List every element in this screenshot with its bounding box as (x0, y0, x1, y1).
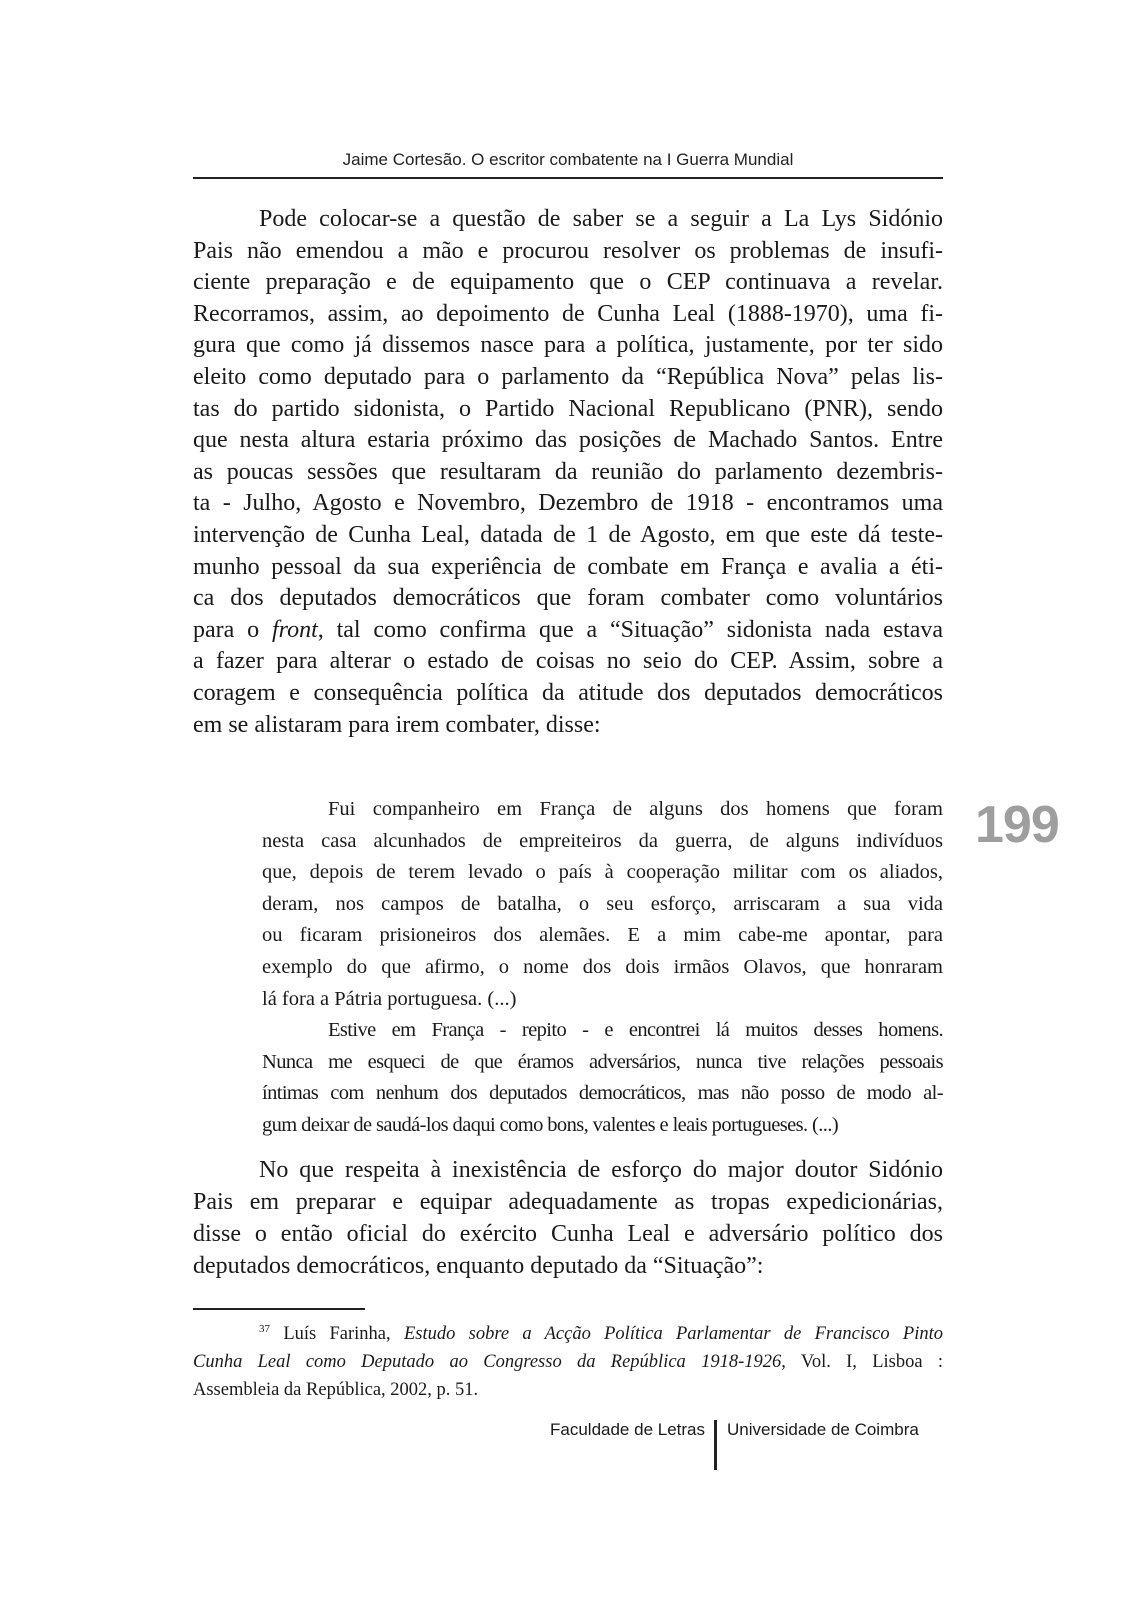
text-line: No que respeita à inexistência de esforço do major doutor Sidónio (259, 1157, 943, 1183)
text-line: Fui companheiro em França de alguns dos homens que foram (328, 798, 943, 820)
text-line: íntimas com nenhum dos deputados democráticos, mas não posso de modo al- (262, 1082, 943, 1105)
footer-university: Universidade de Coimbra (727, 1420, 919, 1439)
text-line: que nesta altura estaria próximo das posições de Machado Santos. Entre (193, 427, 943, 454)
footnote-number: 37 (259, 1323, 270, 1335)
text-line: para o front, tal como confirma que a “Situação” sidonista nada estava (193, 616, 943, 643)
text-line: tas do partido sidonista, o Partido Nacional Republicano (PNR), sendo (193, 395, 943, 422)
text-line: coragem e consequência política da atitude dos deputados democráticos (193, 679, 943, 706)
text-line: a fazer para alterar o estado de coisas no seio do CEP. Assim, sobre a (193, 648, 943, 675)
text-line: disse o então oficial do exército Cunha Leal e adversário político dos (193, 1221, 943, 1247)
text-line: as poucas sessões que resultaram da reunião do parlamento dezembris- (193, 458, 943, 485)
footnote-37 (193, 1320, 943, 1404)
text-line: exemplo do que afirmo, o nome dos dois irmãos Olavos, que honraram (262, 955, 943, 978)
text-line: ou ficaram prisioneiros dos alemães. E a mim cabe-me apontar, para (262, 924, 943, 947)
page-number: 199 (975, 796, 1059, 854)
text-line: que, depois de terem levado o país à cooperação militar com os aliados, (262, 861, 943, 884)
block-quote (262, 794, 943, 1142)
header-rule (193, 177, 943, 179)
text-line: lá fora a Pátria portuguesa. (...) (262, 987, 517, 1010)
text-line: gum deixar de saudá-los daqui como bons, valentes e leais portugueses. (...) (262, 1113, 839, 1136)
text-line: deputados democráticos, enquanto deputado da “Situação”: (193, 1253, 764, 1279)
text-line: eleito como deputado para o parlamento da “República Nova” pelas lis- (193, 363, 943, 390)
text-line: Estive em França - repito - e encontrei lá muitos desses homens. (328, 1019, 943, 1042)
text-line: Pais não emendou a mão e procurou resolver os problemas de insufi- (193, 237, 943, 264)
footnote-author: Luís Farinha, (283, 1324, 391, 1344)
body-paragraph-2 (193, 1154, 943, 1282)
text-line: Pode colocar-se a questão de saber se a seguir a La Lys Sidónio (259, 206, 943, 232)
footnote-title: Cunha Leal como Deputado ao Congresso da República 1918-1926 (193, 1352, 782, 1372)
body-paragraph-1 (193, 204, 943, 741)
footnote-line (193, 1348, 943, 1376)
text-line: intervenção de Cunha Leal, datada de 1 de Agosto, em que este dá teste- (193, 521, 943, 548)
text-line: ca dos deputados democráticos que foram combater como voluntários (193, 585, 943, 612)
footnote-line (193, 1320, 943, 1348)
footnote-separator (193, 1308, 365, 1310)
text-line: nesta casa alcunhados de empreiteiros da guerra, de alguns indivíduos (262, 829, 943, 852)
text-line: gura que como já dissemos nasce para a política, justamente, por ter sido (193, 332, 943, 359)
footnote-line: Assembleia da República, 2002, p. 51. (193, 1380, 479, 1400)
text-line: em se alistaram para irem combater, disse: (193, 711, 601, 738)
quote-paragraph-1 (262, 794, 943, 1015)
quote-paragraph-2 (262, 1015, 943, 1141)
text-line: ciente preparação e de equipamento que o CEP continuava a revelar. (193, 269, 943, 296)
footnote-publication: , Vol. I, Lisboa : (781, 1352, 944, 1372)
footer-faculty: Faculdade de Letras (550, 1420, 705, 1439)
text-line: Pais em preparar e equipar adequadamente as tropas expedicionárias, (193, 1189, 943, 1215)
footnote-title: Estudo sobre a Acção Política Parlamentar de Francisco Pinto (403, 1324, 944, 1344)
footer-divider (714, 1420, 717, 1470)
text-line: munho pessoal da sua experiência de combate em França e avalia a éti- (193, 553, 943, 580)
text-line: Nunca me esqueci de que éramos adversários, nunca tive relações pessoais (262, 1050, 943, 1073)
text-line: deram, nos campos de batalha, o seu esforço, arriscaram a sua vida (262, 892, 943, 915)
running-header: Jaime Cortesão. O escritor combatente na I Guerra Mundial (342, 150, 794, 169)
text-line: ta - Julho, Agosto e Novembro, Dezembro de 1918 - encontramos uma (193, 490, 943, 517)
text-line: Recorramos, assim, ao depoimento de Cunha Leal (1888-1970), uma fi- (193, 300, 943, 327)
